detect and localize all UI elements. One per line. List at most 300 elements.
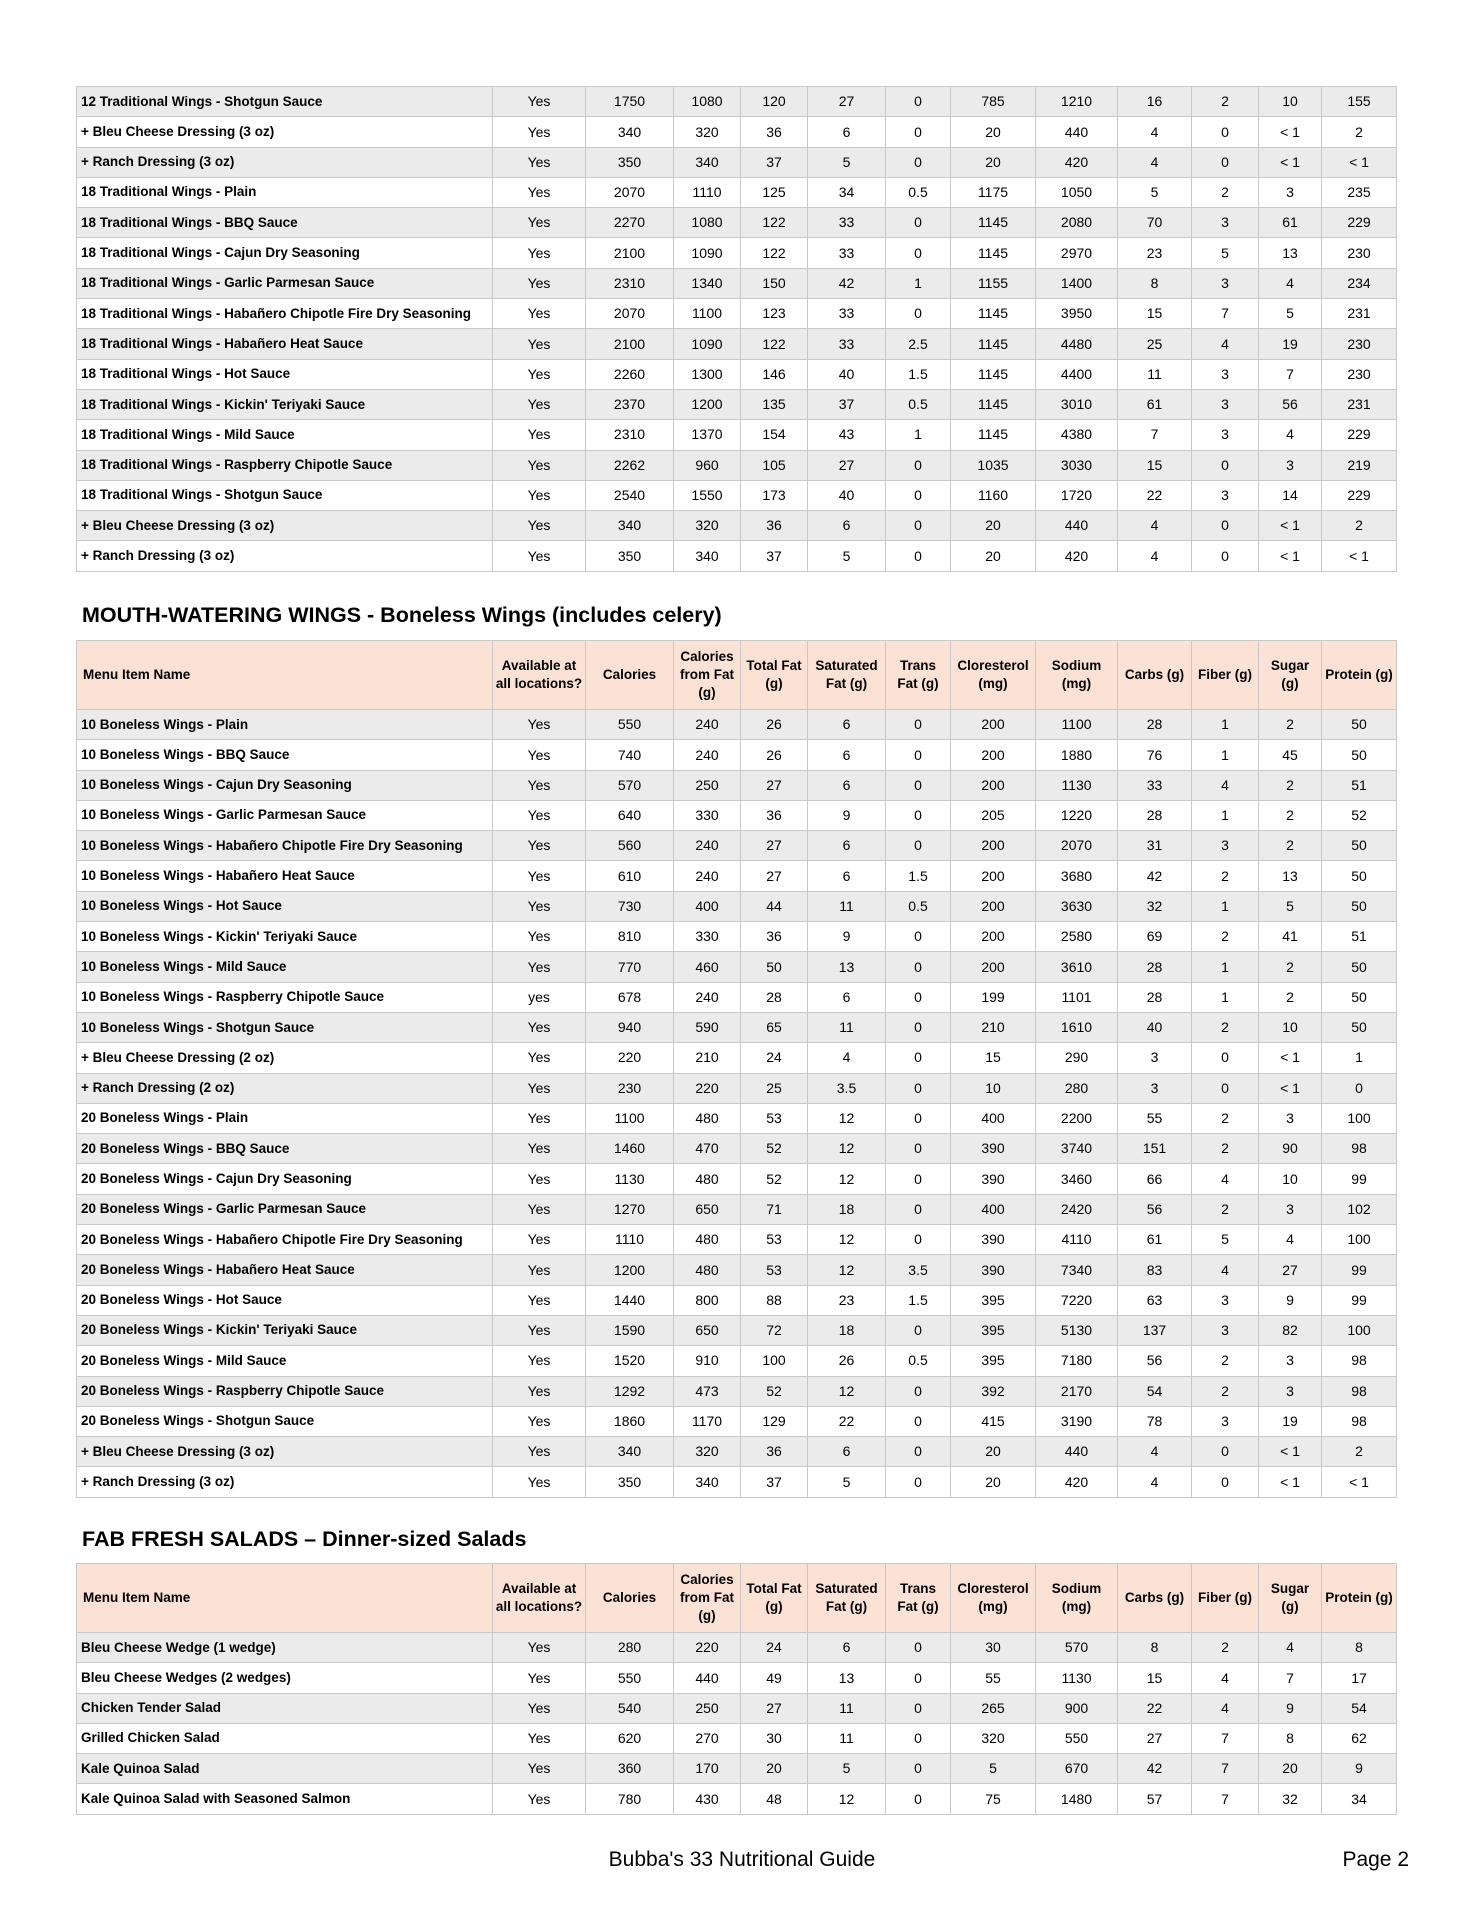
table-cell: 10 [1259, 87, 1322, 117]
table-cell: 37 [741, 147, 808, 177]
table-row [77, 117, 1397, 147]
table-cell: Yes [493, 952, 586, 982]
table-cell: 740 [586, 740, 674, 770]
menu-item-name: 10 Boneless Wings - Mild Sauce [77, 952, 493, 982]
table-cell: 1590 [586, 1315, 674, 1345]
table-cell: 4380 [1036, 420, 1118, 450]
table-cell: 25 [741, 1073, 808, 1103]
table-cell: 2 [1192, 922, 1259, 952]
table-row [77, 1723, 1397, 1753]
table-cell: 340 [674, 1467, 741, 1497]
menu-item-name: 20 Boneless Wings - Garlic Parmesan Sauce [77, 1194, 493, 1224]
table-cell: 99 [1322, 1285, 1397, 1315]
table-cell: Yes [493, 1346, 586, 1376]
table-cell: 34 [808, 177, 886, 207]
table-cell: Yes [493, 1103, 586, 1133]
table-cell: 2 [1192, 1194, 1259, 1224]
table-cell: < 1 [1259, 147, 1322, 177]
table-cell: 610 [586, 861, 674, 891]
table-cell: 4 [1259, 420, 1322, 450]
table-cell: 8 [1118, 268, 1192, 298]
table-cell: 155 [1322, 87, 1397, 117]
menu-item-name: 18 Traditional Wings - Cajun Dry Seasoning [77, 238, 493, 268]
page-number: Page 2 [1342, 1848, 1409, 1871]
table-cell: 5 [1259, 891, 1322, 921]
menu-item-name: 20 Boneless Wings - Raspberry Chipotle Sauce [77, 1376, 493, 1406]
table-cell: 98 [1322, 1376, 1397, 1406]
table-cell: Yes [493, 268, 586, 298]
table-cell: 2580 [1036, 922, 1118, 952]
table-cell: Yes [493, 1043, 586, 1073]
table-cell: < 1 [1322, 541, 1397, 571]
menu-item-name: Kale Quinoa Salad [77, 1754, 493, 1784]
table-cell: 102 [1322, 1194, 1397, 1224]
table-cell: 66 [1118, 1164, 1192, 1194]
table-cell: 0.5 [886, 389, 951, 419]
table-row [77, 891, 1397, 921]
table-cell: 0 [886, 1376, 951, 1406]
column-header: Menu Item Name [77, 641, 493, 710]
table-cell: 20 [741, 1754, 808, 1784]
table-cell: 1210 [1036, 87, 1118, 117]
table-cell: 3630 [1036, 891, 1118, 921]
table-cell: 200 [951, 891, 1036, 921]
table-cell: 1460 [586, 1134, 674, 1164]
table-cell: 1100 [1036, 710, 1118, 740]
menu-item-name: 10 Boneless Wings - Plain [77, 710, 493, 740]
table-cell: 3 [1259, 450, 1322, 480]
menu-item-name: + Ranch Dressing (3 oz) [77, 541, 493, 571]
table-cell: 1090 [674, 238, 741, 268]
table-cell: 1400 [1036, 268, 1118, 298]
table-cell: 22 [1118, 1693, 1192, 1723]
table-cell: 6 [808, 511, 886, 541]
menu-item-name: Chicken Tender Salad [77, 1693, 493, 1723]
table-cell: 7180 [1036, 1346, 1118, 1376]
table-cell: 1130 [1036, 770, 1118, 800]
table-cell: 390 [951, 1225, 1036, 1255]
table-cell: 33 [808, 208, 886, 238]
table-cell: 9 [808, 800, 886, 830]
table-cell: 100 [741, 1346, 808, 1376]
table-cell: 1 [1192, 800, 1259, 830]
table-cell: 22 [808, 1406, 886, 1436]
table-cell: 98 [1322, 1134, 1397, 1164]
table-cell: 210 [674, 1043, 741, 1073]
table-cell: 1 [886, 268, 951, 298]
table-cell: 900 [1036, 1693, 1118, 1723]
table-cell: 53 [741, 1255, 808, 1285]
menu-item-name: 20 Boneless Wings - Shotgun Sauce [77, 1406, 493, 1436]
table-row [77, 1376, 1397, 1406]
table-cell: 173 [741, 480, 808, 510]
table-row [77, 299, 1397, 329]
menu-item-name: 18 Traditional Wings - Garlic Parmesan Sauce [77, 268, 493, 298]
table-cell: 460 [674, 952, 741, 982]
table-cell: 52 [741, 1164, 808, 1194]
table-cell: 0 [886, 800, 951, 830]
table-cell: 4400 [1036, 359, 1118, 389]
table-cell: 33 [1118, 770, 1192, 800]
table-cell: Yes [493, 208, 586, 238]
table-cell: 350 [586, 1467, 674, 1497]
table-cell: 0 [886, 1225, 951, 1255]
table-cell: 6 [808, 831, 886, 861]
table-cell: 1370 [674, 420, 741, 450]
column-header: Calories [586, 1564, 674, 1633]
table-cell: 78 [1118, 1406, 1192, 1436]
table-cell: 34 [1322, 1784, 1397, 1814]
table-cell: Yes [493, 238, 586, 268]
table-cell: 2 [1259, 952, 1322, 982]
table-cell: 1080 [674, 87, 741, 117]
table-cell: 3.5 [808, 1073, 886, 1103]
table-cell: 0 [1192, 1073, 1259, 1103]
table-cell: Yes [493, 861, 586, 891]
menu-item-name: 18 Traditional Wings - Habañero Chipotle Fire Dry Seasoning [77, 299, 493, 329]
table-cell: 220 [674, 1633, 741, 1663]
table-cell: 3.5 [886, 1255, 951, 1285]
table-cell: 0 [886, 922, 951, 952]
table-cell: 4 [1192, 1164, 1259, 1194]
table-cell: 0 [1192, 117, 1259, 147]
menu-item-name: Grilled Chicken Salad [77, 1723, 493, 1753]
table-cell: 4 [1118, 511, 1192, 541]
table-cell: 400 [951, 1194, 1036, 1224]
column-header: Menu Item Name [77, 1564, 493, 1633]
table-cell: 3 [1192, 480, 1259, 510]
table-cell: 28 [1118, 800, 1192, 830]
table-cell: 1035 [951, 450, 1036, 480]
table-cell: 17 [1322, 1663, 1397, 1693]
table-row [77, 1693, 1397, 1723]
table-cell: 23 [1118, 238, 1192, 268]
table-cell: 678 [586, 982, 674, 1012]
table-cell: 12 [808, 1134, 886, 1164]
table-cell: 6 [808, 982, 886, 1012]
table-row [77, 177, 1397, 207]
table-cell: 440 [674, 1663, 741, 1693]
table-cell: Yes [493, 1467, 586, 1497]
table-cell: 0 [1192, 511, 1259, 541]
table-cell: 392 [951, 1376, 1036, 1406]
table-cell: 0 [886, 710, 951, 740]
table-cell: 3 [1259, 1376, 1322, 1406]
table-cell: Yes [493, 420, 586, 450]
footer-title: Bubba's 33 Nutritional Guide [608, 1848, 876, 1871]
table-cell: 240 [674, 710, 741, 740]
table-cell: 2 [1192, 1012, 1259, 1042]
column-header: Available at all locations? [493, 1564, 586, 1633]
table-cell: < 1 [1259, 1073, 1322, 1103]
table-cell: 7 [1118, 420, 1192, 450]
table-cell: Yes [493, 1437, 586, 1467]
table-cell: 1 [1192, 740, 1259, 770]
table-cell: 1480 [1036, 1784, 1118, 1814]
table-cell: 49 [741, 1663, 808, 1693]
table-cell: 1 [1192, 710, 1259, 740]
column-header: Cloresterol (mg) [951, 641, 1036, 710]
table-cell: 240 [674, 861, 741, 891]
table-cell: 7 [1259, 1663, 1322, 1693]
table-row [77, 1406, 1397, 1436]
column-header: Fiber (g) [1192, 641, 1259, 710]
table-cell: 98 [1322, 1406, 1397, 1436]
table-cell: 480 [674, 1255, 741, 1285]
table-cell: 50 [1322, 740, 1397, 770]
table-cell: 200 [951, 952, 1036, 982]
table-cell: 200 [951, 831, 1036, 861]
table-cell: 41 [1259, 922, 1322, 952]
table-row [77, 1467, 1397, 1497]
table-cell: 5 [1259, 299, 1322, 329]
table-cell: 250 [674, 1693, 741, 1723]
table-cell: 240 [674, 982, 741, 1012]
table-cell: Yes [493, 1164, 586, 1194]
table-cell: 2 [1192, 1134, 1259, 1164]
menu-item-name: 10 Boneless Wings - Habañero Chipotle Fire Dry Seasoning [77, 831, 493, 861]
menu-item-name: 10 Boneless Wings - Shotgun Sauce [77, 1012, 493, 1042]
table-cell: 5 [1192, 238, 1259, 268]
table-cell: 3 [1192, 831, 1259, 861]
column-header: Protein (g) [1322, 641, 1397, 710]
table-cell: 28 [1118, 952, 1192, 982]
table-cell: 26 [741, 740, 808, 770]
table-cell: 420 [1036, 147, 1118, 177]
table-cell: 1340 [674, 268, 741, 298]
table-cell: 7 [1192, 1723, 1259, 1753]
table-cell: Yes [493, 511, 586, 541]
table-cell: 30 [741, 1723, 808, 1753]
table-cell: 240 [674, 740, 741, 770]
menu-item-name: Bleu Cheese Wedge (1 wedge) [77, 1633, 493, 1663]
menu-item-name: 10 Boneless Wings - Kickin' Teriyaki Sauce [77, 922, 493, 952]
table-cell: 55 [1118, 1103, 1192, 1133]
table-cell: 220 [586, 1043, 674, 1073]
table-cell: 5 [808, 1754, 886, 1784]
table-cell: 71 [741, 1194, 808, 1224]
table-cell: 105 [741, 450, 808, 480]
table-cell: 229 [1322, 420, 1397, 450]
table-cell: 25 [1118, 329, 1192, 359]
table-cell: Yes [493, 770, 586, 800]
table-cell: Yes [493, 480, 586, 510]
table-cell: 440 [1036, 511, 1118, 541]
table-cell: 0 [886, 299, 951, 329]
table-cell: 350 [586, 147, 674, 177]
table-cell: Yes [493, 1784, 586, 1814]
table-cell: 0 [886, 208, 951, 238]
table-cell: 13 [808, 952, 886, 982]
table-row [77, 1134, 1397, 1164]
table-row [77, 480, 1397, 510]
table-cell: 1100 [586, 1103, 674, 1133]
table-cell: Yes [493, 1723, 586, 1753]
table-cell: 48 [741, 1784, 808, 1814]
table-cell: 473 [674, 1376, 741, 1406]
table-cell: 20 [951, 147, 1036, 177]
table-cell: 810 [586, 922, 674, 952]
table-cell: 400 [951, 1103, 1036, 1133]
table-cell: 56 [1118, 1346, 1192, 1376]
table-cell: 440 [1036, 117, 1118, 147]
table-cell: 480 [674, 1164, 741, 1194]
table-cell: 1110 [586, 1225, 674, 1255]
table-cell: 0 [886, 1437, 951, 1467]
table-cell: 2370 [586, 389, 674, 419]
table-cell: 350 [586, 541, 674, 571]
table-cell: 7 [1192, 299, 1259, 329]
table-cell: 2 [1259, 831, 1322, 861]
table-cell: 2070 [1036, 831, 1118, 861]
table-cell: 26 [741, 710, 808, 740]
table-cell: 231 [1322, 389, 1397, 419]
table-cell: 51 [1322, 770, 1397, 800]
table-cell: Yes [493, 710, 586, 740]
table-cell: 65 [741, 1012, 808, 1042]
table-row [77, 800, 1397, 830]
table-cell: 154 [741, 420, 808, 450]
table-cell: Yes [493, 800, 586, 830]
table-cell: 122 [741, 238, 808, 268]
table-cell: Yes [493, 117, 586, 147]
table-cell: 730 [586, 891, 674, 921]
menu-item-name: 20 Boneless Wings - Cajun Dry Seasoning [77, 1164, 493, 1194]
table-cell: Yes [493, 1633, 586, 1663]
table-cell: 28 [741, 982, 808, 1012]
table-cell: 1090 [674, 329, 741, 359]
table-row [77, 1043, 1397, 1073]
table-cell: 6 [808, 1437, 886, 1467]
menu-item-name: + Ranch Dressing (3 oz) [77, 147, 493, 177]
table-cell: Yes [493, 1754, 586, 1784]
table-cell: 3010 [1036, 389, 1118, 419]
table-cell: 9 [1259, 1693, 1322, 1723]
table-cell: 0.5 [886, 891, 951, 921]
table-cell: 42 [1118, 1754, 1192, 1784]
table-row [77, 740, 1397, 770]
table-cell: 27 [808, 87, 886, 117]
table-cell: 3 [1259, 1194, 1322, 1224]
menu-item-name: 18 Traditional Wings - Mild Sauce [77, 420, 493, 450]
table-cell: 50 [1322, 1012, 1397, 1042]
table-cell: 250 [674, 770, 741, 800]
table-cell: 395 [951, 1285, 1036, 1315]
table-cell: 1.5 [886, 861, 951, 891]
table-cell: 430 [674, 1784, 741, 1814]
table-cell: 2 [1192, 1633, 1259, 1663]
table-cell: 6 [808, 710, 886, 740]
table-cell: 22 [1118, 480, 1192, 510]
table-cell: 4110 [1036, 1225, 1118, 1255]
table-cell: 1.5 [886, 359, 951, 389]
table-cell: 240 [674, 831, 741, 861]
table-cell: 6 [808, 861, 886, 891]
table-cell: 200 [951, 770, 1036, 800]
table-row [77, 1285, 1397, 1315]
table-cell: 0 [886, 1754, 951, 1784]
table-cell: 11 [808, 891, 886, 921]
table-cell: 83 [1118, 1255, 1192, 1285]
table-cell: 70 [1118, 208, 1192, 238]
table-cell: 200 [951, 710, 1036, 740]
menu-item-name: Bleu Cheese Wedges (2 wedges) [77, 1663, 493, 1693]
salads-table [76, 1563, 1397, 1815]
table-cell: 5 [808, 1467, 886, 1497]
menu-item-name: 10 Boneless Wings - Hot Sauce [77, 891, 493, 921]
table-cell: 390 [951, 1164, 1036, 1194]
column-header: Total Fat (g) [741, 1564, 808, 1633]
table-cell: 230 [586, 1073, 674, 1103]
table-cell: 940 [586, 1012, 674, 1042]
menu-item-name: + Bleu Cheese Dressing (3 oz) [77, 117, 493, 147]
table-cell: 19 [1259, 329, 1322, 359]
table-cell: 56 [1118, 1194, 1192, 1224]
table-cell: 650 [674, 1315, 741, 1345]
table-cell: 6 [808, 1633, 886, 1663]
table-cell: 146 [741, 359, 808, 389]
table-cell: 3610 [1036, 952, 1118, 982]
table-cell: 0 [886, 1633, 951, 1663]
menu-item-name: 20 Boneless Wings - BBQ Sauce [77, 1134, 493, 1164]
table-cell: 420 [1036, 541, 1118, 571]
table-cell: 122 [741, 208, 808, 238]
table-cell: 3460 [1036, 1164, 1118, 1194]
table-cell: 12 [808, 1376, 886, 1406]
table-cell: 340 [674, 147, 741, 177]
table-cell: 30 [951, 1633, 1036, 1663]
table-cell: < 1 [1322, 147, 1397, 177]
column-header: Calories [586, 641, 674, 710]
table-cell: 1200 [674, 389, 741, 419]
table-cell: Yes [493, 177, 586, 207]
column-header: Trans Fat (g) [886, 641, 951, 710]
table-cell: 3 [1192, 1406, 1259, 1436]
table-cell: 3 [1192, 1285, 1259, 1315]
table-cell: 1 [1322, 1043, 1397, 1073]
boneless-wings-table [76, 640, 1397, 1498]
table-cell: 100 [1322, 1103, 1397, 1133]
table-cell: 52 [1322, 800, 1397, 830]
table-cell: 52 [741, 1134, 808, 1164]
table-cell: 340 [586, 1437, 674, 1467]
table-cell: 1050 [1036, 177, 1118, 207]
menu-item-name: + Ranch Dressing (2 oz) [77, 1073, 493, 1103]
table-cell: Yes [493, 831, 586, 861]
table-cell: 0.5 [886, 1346, 951, 1376]
table-cell: Yes [493, 359, 586, 389]
table-cell: 20 [951, 117, 1036, 147]
table-cell: 390 [951, 1255, 1036, 1285]
table-cell: 27 [1259, 1255, 1322, 1285]
column-header: Calories from Fat (g) [674, 641, 741, 710]
table-cell: 61 [1118, 389, 1192, 419]
table-cell: 290 [1036, 1043, 1118, 1073]
table-cell: Yes [493, 1663, 586, 1693]
table-cell: 1145 [951, 299, 1036, 329]
table-cell: 540 [586, 1693, 674, 1723]
table-cell: 20 [1259, 1754, 1322, 1784]
table-cell: 7340 [1036, 1255, 1118, 1285]
table-cell: 52 [741, 1376, 808, 1406]
table-cell: 27 [741, 861, 808, 891]
table-cell: 2 [1322, 511, 1397, 541]
table-cell: 780 [586, 1784, 674, 1814]
table-cell: 55 [951, 1663, 1036, 1693]
table-cell: 550 [1036, 1723, 1118, 1753]
menu-item-name: + Bleu Cheese Dressing (2 oz) [77, 1043, 493, 1073]
column-header: Cloresterol (mg) [951, 1564, 1036, 1633]
